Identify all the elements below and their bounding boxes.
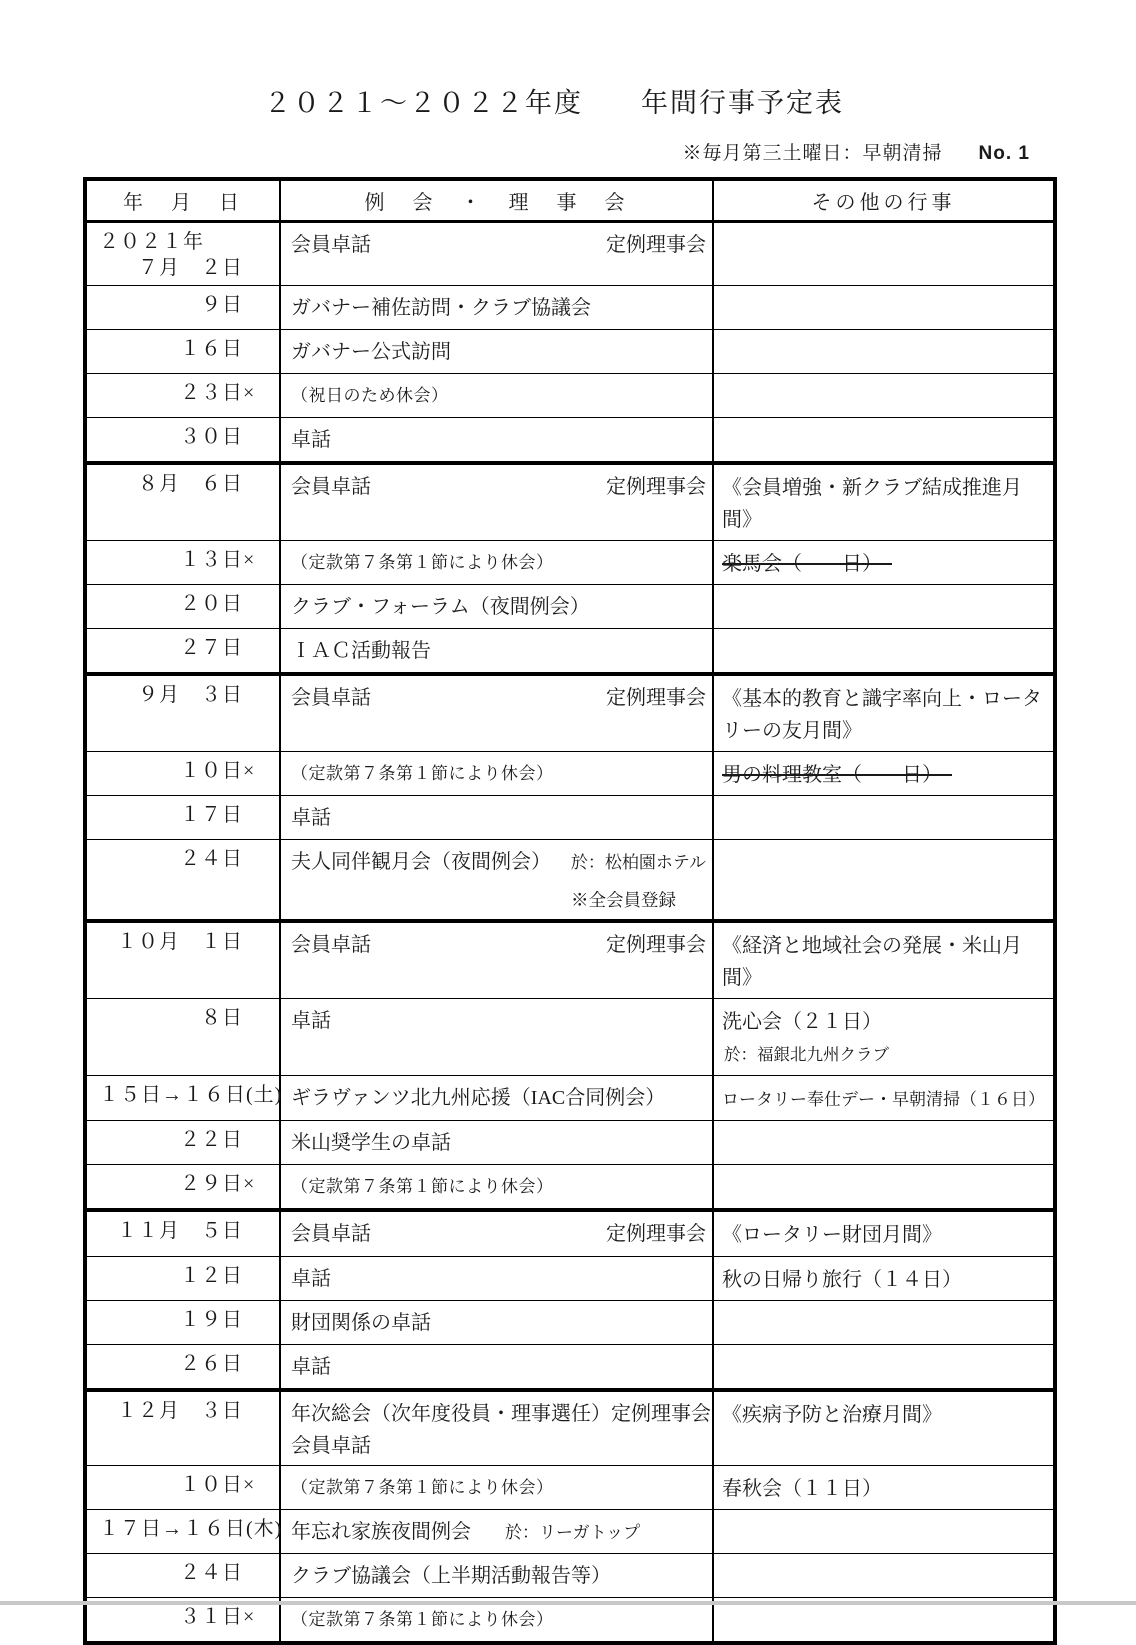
date-cell bbox=[87, 1554, 281, 1597]
other-events-cell bbox=[714, 796, 1053, 839]
month-group bbox=[87, 223, 1053, 461]
meeting-line1 bbox=[291, 1219, 706, 1249]
schedule-row bbox=[87, 465, 1053, 540]
schedule-row bbox=[87, 223, 1053, 285]
date-cell bbox=[87, 223, 281, 285]
date-cell bbox=[87, 676, 281, 751]
meeting-title: 会員卓話 bbox=[291, 687, 371, 709]
schedule-row bbox=[87, 1344, 1053, 1388]
meeting-title: 会員卓話 bbox=[291, 934, 371, 956]
date-value bbox=[99, 292, 243, 318]
other-events-cell bbox=[714, 999, 1053, 1075]
date-value bbox=[99, 336, 243, 362]
other-events-cell bbox=[714, 465, 1053, 540]
meeting-title: （定款第７条第１節により休会） bbox=[291, 1177, 554, 1196]
other-events-cell bbox=[714, 1165, 1053, 1208]
meeting-cell bbox=[281, 1510, 714, 1553]
date-cell bbox=[87, 286, 281, 329]
meeting-title: （定款第７条第１節により休会） bbox=[291, 764, 554, 783]
schedule-row bbox=[87, 998, 1053, 1075]
date-cell bbox=[87, 999, 281, 1075]
date-text: １３日 bbox=[180, 549, 243, 571]
date-text: ８日 bbox=[201, 1007, 243, 1029]
schedule-row bbox=[87, 584, 1053, 628]
header-date-column: 年 月 日 bbox=[87, 181, 281, 220]
meeting-cell bbox=[281, 465, 714, 540]
date-cell bbox=[87, 796, 281, 839]
date-text: １７日→１６日 bbox=[99, 1518, 246, 1540]
schedule-row bbox=[87, 839, 1053, 919]
meeting-title: 卓話 bbox=[291, 807, 331, 829]
header-other-column: その他の行事 bbox=[811, 192, 956, 214]
date-text: ２２日 bbox=[180, 1129, 243, 1151]
meeting-title: （定款第７条第１節により休会） bbox=[291, 1610, 554, 1629]
other-events-cell bbox=[714, 1510, 1053, 1553]
meeting-line1 bbox=[291, 683, 706, 713]
schedule-row bbox=[87, 1392, 1053, 1465]
date-cell bbox=[87, 1212, 281, 1256]
schedule-row bbox=[87, 1075, 1053, 1120]
meeting-cell bbox=[281, 1165, 714, 1208]
date-value bbox=[99, 1560, 243, 1586]
date-text: ２４日 bbox=[180, 1562, 243, 1584]
other-events-cell bbox=[714, 1466, 1053, 1509]
date-cell bbox=[87, 1392, 281, 1465]
date-value bbox=[99, 929, 243, 955]
date-value bbox=[99, 802, 243, 828]
date-value bbox=[99, 1307, 243, 1333]
meeting-line1 bbox=[291, 425, 706, 455]
date-value: １３日× bbox=[180, 549, 256, 571]
schedule-row bbox=[87, 1120, 1053, 1164]
meeting-cell bbox=[281, 629, 714, 672]
other-event-text: 《基本的教育と識字率向上・ロータリーの友月間》 bbox=[722, 688, 1042, 742]
board-meeting-label: 於：松柏園ホテル bbox=[570, 853, 706, 872]
date-cell bbox=[87, 465, 281, 540]
date-cell bbox=[87, 1345, 281, 1388]
date-value: １７日→１６日(木) bbox=[99, 1518, 283, 1540]
date-text: １５日→１６日 bbox=[99, 1084, 246, 1106]
date-cell bbox=[87, 840, 281, 919]
date-text: １０月 １日 bbox=[117, 931, 243, 953]
schedule-row bbox=[87, 1164, 1053, 1208]
other-event-text: 男の料理教室（ 日） bbox=[722, 764, 932, 786]
meeting-venue-note: 於：リーガトップ bbox=[505, 1523, 641, 1542]
date-cell bbox=[87, 1257, 281, 1300]
meeting-cell bbox=[281, 796, 714, 839]
meeting-cell bbox=[281, 223, 714, 285]
date-text: ２９日 bbox=[180, 1173, 243, 1195]
meeting-cell bbox=[281, 330, 714, 373]
date-text: ９月 ３日 bbox=[138, 684, 243, 706]
date-value bbox=[99, 471, 243, 497]
date-value bbox=[99, 1263, 243, 1289]
date-text: ８月 ６日 bbox=[138, 473, 243, 495]
meeting-line1 bbox=[291, 1517, 706, 1548]
meeting-cell bbox=[281, 676, 714, 751]
meeting-line1 bbox=[291, 1352, 706, 1382]
schedule-row bbox=[87, 1256, 1053, 1300]
date-text: ２６日 bbox=[180, 1353, 243, 1375]
date-cell bbox=[87, 1165, 281, 1208]
other-events-cell bbox=[714, 1345, 1053, 1388]
table-header-row bbox=[87, 181, 1053, 223]
schedule-row bbox=[87, 676, 1053, 751]
date-cell bbox=[87, 923, 281, 998]
date-value: ２３日× bbox=[180, 382, 256, 404]
date-value: ３１日× bbox=[180, 1606, 256, 1628]
date-text: ３０日 bbox=[180, 426, 243, 448]
meeting-line1 bbox=[291, 337, 706, 367]
schedule-row bbox=[87, 1300, 1053, 1344]
board-meeting-label: 定例理事会 bbox=[611, 1403, 711, 1425]
meeting-title: 卓話 bbox=[291, 1268, 331, 1290]
meeting-line1 bbox=[291, 1006, 706, 1036]
meeting-line1 bbox=[291, 803, 706, 833]
meeting-cell bbox=[281, 752, 714, 795]
date-cell bbox=[87, 374, 281, 417]
date-cell bbox=[87, 752, 281, 795]
meeting-line1 bbox=[291, 381, 706, 411]
board-meeting-label: 定例理事会 bbox=[606, 934, 706, 956]
meeting-cell bbox=[281, 1121, 714, 1164]
month-group bbox=[87, 919, 1053, 1208]
other-events-cell bbox=[714, 223, 1053, 285]
other-event-text: 洗心会（２１日） bbox=[722, 1011, 882, 1033]
meeting-cell bbox=[281, 374, 714, 417]
meeting-line2: ※全会員登録 bbox=[571, 890, 676, 910]
meeting-line1 bbox=[291, 1172, 706, 1202]
date-text: ７月 ２日 bbox=[138, 257, 243, 279]
other-event-text: 《疾病予防と治療月間》 bbox=[722, 1404, 942, 1426]
date-text: ２７日 bbox=[180, 637, 243, 659]
meeting-title: ギラヴァンツ北九州応援（IAC合同例会） bbox=[291, 1087, 666, 1109]
date-text: ２０日 bbox=[180, 593, 243, 615]
date-cell bbox=[87, 541, 281, 584]
meeting-title: クラブ協議会（上半期活動報告等） bbox=[291, 1565, 611, 1587]
date-cell bbox=[87, 330, 281, 373]
schedule-table bbox=[83, 177, 1057, 1645]
date-year-label: ２０２１年 bbox=[99, 231, 204, 253]
meeting-title: ガバナー補佐訪問・クラブ協議会 bbox=[291, 297, 591, 319]
month-group bbox=[87, 1208, 1053, 1388]
other-events-cell bbox=[714, 286, 1053, 329]
schedule-row bbox=[87, 751, 1053, 795]
meeting-line1 bbox=[291, 1605, 706, 1635]
meeting-title: 夫人同伴観月会（夜間例会） bbox=[291, 851, 551, 873]
date-value bbox=[99, 1127, 243, 1153]
month-group bbox=[87, 672, 1053, 919]
date-value bbox=[99, 1351, 243, 1377]
meeting-line1 bbox=[291, 847, 706, 878]
date-value bbox=[99, 1005, 243, 1031]
meeting-title: ＩＡＣ活動報告 bbox=[291, 640, 431, 662]
meeting-line1 bbox=[291, 1083, 706, 1113]
other-events-cell bbox=[714, 676, 1053, 751]
date-text: １９日 bbox=[180, 1309, 243, 1331]
meeting-cell bbox=[281, 923, 714, 998]
date-value bbox=[99, 1398, 243, 1424]
other-event-text: 《ロータリー財団月間》 bbox=[722, 1224, 942, 1246]
date-text: １１月 ５日 bbox=[117, 1220, 243, 1242]
meeting-line1 bbox=[291, 548, 706, 578]
schedule-row bbox=[87, 1509, 1053, 1553]
meeting-title: 年次総会（次年度役員・理事選任） bbox=[291, 1403, 611, 1425]
meeting-cell bbox=[281, 1301, 714, 1344]
date-cell bbox=[87, 629, 281, 672]
meeting-title: 卓話 bbox=[291, 429, 331, 451]
date-value: １０日× bbox=[180, 1474, 256, 1496]
other-events-cell bbox=[714, 1554, 1053, 1597]
meeting-line1 bbox=[291, 1473, 706, 1503]
meeting-title: 卓話 bbox=[291, 1356, 331, 1378]
meeting-title: クラブ・フォーラム（夜間例会） bbox=[291, 596, 590, 618]
page-title: ２０２１～２０２２年度 年間行事予定表 bbox=[264, 88, 844, 118]
other-events-cell bbox=[714, 752, 1053, 795]
other-event-venue-note: 於：福銀北九州クラブ bbox=[724, 1045, 889, 1064]
meeting-cell bbox=[281, 999, 714, 1075]
meeting-line1 bbox=[291, 1264, 706, 1294]
meeting-cell bbox=[281, 1345, 714, 1388]
other-event-text: 秋の日帰り旅行（１４日） bbox=[722, 1269, 962, 1291]
meeting-title: ガバナー公式訪問 bbox=[291, 341, 451, 363]
header-meeting-column: 例 会 ・ 理 事 会 bbox=[281, 181, 714, 220]
other-events-cell bbox=[714, 1121, 1053, 1164]
date-cell bbox=[87, 1466, 281, 1509]
date-value bbox=[99, 424, 243, 450]
date-value bbox=[99, 682, 243, 708]
other-event-text: 春秋会（１１日） bbox=[722, 1478, 882, 1500]
other-events-cell bbox=[714, 374, 1053, 417]
meeting-line1 bbox=[291, 930, 706, 960]
meeting-line1 bbox=[291, 592, 706, 622]
date-text: １７日 bbox=[180, 804, 243, 826]
meeting-line2: 会員卓話 bbox=[291, 1435, 371, 1457]
date-value: １５日→１６日(土) bbox=[99, 1084, 283, 1106]
meeting-title: （定款第７条第１節により休会） bbox=[291, 553, 554, 572]
other-event-text: 楽馬会（ 日） bbox=[722, 553, 872, 575]
meeting-title: 会員卓話 bbox=[291, 1223, 371, 1245]
other-events-cell bbox=[714, 1076, 1053, 1120]
date-text: １０日 bbox=[180, 760, 243, 782]
meeting-cell bbox=[281, 1076, 714, 1120]
date-cell bbox=[87, 1510, 281, 1553]
other-events-cell bbox=[714, 1212, 1053, 1256]
meeting-line1 bbox=[291, 1128, 706, 1158]
schedule-row bbox=[87, 1212, 1053, 1256]
other-events-cell bbox=[714, 1301, 1053, 1344]
date-value: ２９日× bbox=[180, 1173, 256, 1195]
date-text: １２日 bbox=[180, 1265, 243, 1287]
meeting-line1 bbox=[291, 1399, 711, 1429]
meeting-cell bbox=[281, 286, 714, 329]
meeting-cell bbox=[281, 541, 714, 584]
other-event-text: ロータリー奉仕デー・早朝清掃（１６日） bbox=[722, 1090, 1045, 1109]
other-events-cell bbox=[714, 1392, 1053, 1465]
date-text: ３１日 bbox=[180, 1606, 243, 1628]
meeting-cell bbox=[281, 1554, 714, 1597]
note-row bbox=[0, 138, 1030, 165]
meeting-line1 bbox=[291, 636, 706, 666]
meeting-line1 bbox=[291, 1308, 706, 1338]
meeting-line1 bbox=[291, 1561, 706, 1591]
table-body bbox=[87, 223, 1053, 1641]
schedule-row bbox=[87, 540, 1053, 584]
date-text: ２３日 bbox=[180, 382, 243, 404]
meeting-line1 bbox=[291, 293, 706, 323]
meeting-cell bbox=[281, 585, 714, 628]
schedule-row bbox=[87, 795, 1053, 839]
monthly-cleaning-note: ※毎月第三土曜日：早朝清掃 bbox=[682, 143, 943, 164]
month-group bbox=[87, 461, 1053, 672]
meeting-title: （祝日のため休会） bbox=[291, 386, 449, 405]
other-events-cell bbox=[714, 585, 1053, 628]
other-events-cell bbox=[714, 418, 1053, 461]
schedule-row bbox=[87, 417, 1053, 461]
meeting-cell bbox=[281, 1392, 714, 1465]
meeting-line1 bbox=[291, 472, 706, 502]
date-text: ２４日 bbox=[180, 848, 243, 870]
meeting-line1 bbox=[291, 230, 706, 260]
page-number: No. 1 bbox=[978, 143, 1030, 164]
other-event-text: 《会員増強・新クラブ結成推進月間》 bbox=[722, 477, 1022, 531]
meeting-title: 会員卓話 bbox=[291, 476, 371, 498]
date-cell bbox=[87, 585, 281, 628]
window-bottom-edge bbox=[0, 1601, 1136, 1605]
board-meeting-label: 定例理事会 bbox=[606, 1223, 706, 1245]
board-meeting-label: 定例理事会 bbox=[606, 476, 706, 498]
other-events-cell bbox=[714, 923, 1053, 998]
date-cell bbox=[87, 1301, 281, 1344]
meeting-title: 米山奨学生の卓話 bbox=[291, 1132, 451, 1154]
meeting-title: 年忘れ家族夜間例会 bbox=[291, 1521, 471, 1543]
other-event-text: 《経済と地域社会の発展・米山月間》 bbox=[722, 935, 1022, 989]
date-value bbox=[99, 255, 243, 281]
date-text: １６日 bbox=[180, 338, 243, 360]
date-cell bbox=[87, 1121, 281, 1164]
date-value bbox=[99, 635, 243, 661]
meeting-title: 財団関係の卓話 bbox=[291, 1312, 431, 1334]
date-cell bbox=[87, 1076, 281, 1120]
meeting-line1 bbox=[291, 759, 706, 789]
date-cell bbox=[87, 418, 281, 461]
schedule-row bbox=[87, 628, 1053, 672]
board-meeting-label: 定例理事会 bbox=[606, 687, 706, 709]
meeting-cell bbox=[281, 418, 714, 461]
board-meeting-label: 定例理事会 bbox=[606, 234, 706, 256]
meeting-title: （定款第７条第１節により休会） bbox=[291, 1478, 554, 1497]
date-text: ９日 bbox=[201, 294, 243, 316]
meeting-cell bbox=[281, 1212, 714, 1256]
date-value bbox=[99, 846, 243, 872]
schedule-row bbox=[87, 373, 1053, 417]
other-events-cell bbox=[714, 1257, 1053, 1300]
other-events-cell bbox=[714, 541, 1053, 584]
other-events-cell bbox=[714, 330, 1053, 373]
date-text: １０日 bbox=[180, 1474, 243, 1496]
meeting-cell bbox=[281, 840, 714, 919]
other-events-cell bbox=[714, 629, 1053, 672]
schedule-row bbox=[87, 923, 1053, 998]
meeting-title: 会員卓話 bbox=[291, 234, 371, 256]
other-events-cell bbox=[714, 840, 1053, 919]
date-value bbox=[99, 1218, 243, 1244]
schedule-row bbox=[87, 1465, 1053, 1509]
schedule-row bbox=[87, 329, 1053, 373]
meeting-cell bbox=[281, 1257, 714, 1300]
date-value bbox=[99, 591, 243, 617]
schedule-row bbox=[87, 285, 1053, 329]
meeting-cell bbox=[281, 1466, 714, 1509]
schedule-row bbox=[87, 1553, 1053, 1597]
date-value: １０日× bbox=[180, 760, 256, 782]
date-text: １２月 ３日 bbox=[117, 1400, 243, 1422]
meeting-title: 卓話 bbox=[291, 1010, 331, 1032]
